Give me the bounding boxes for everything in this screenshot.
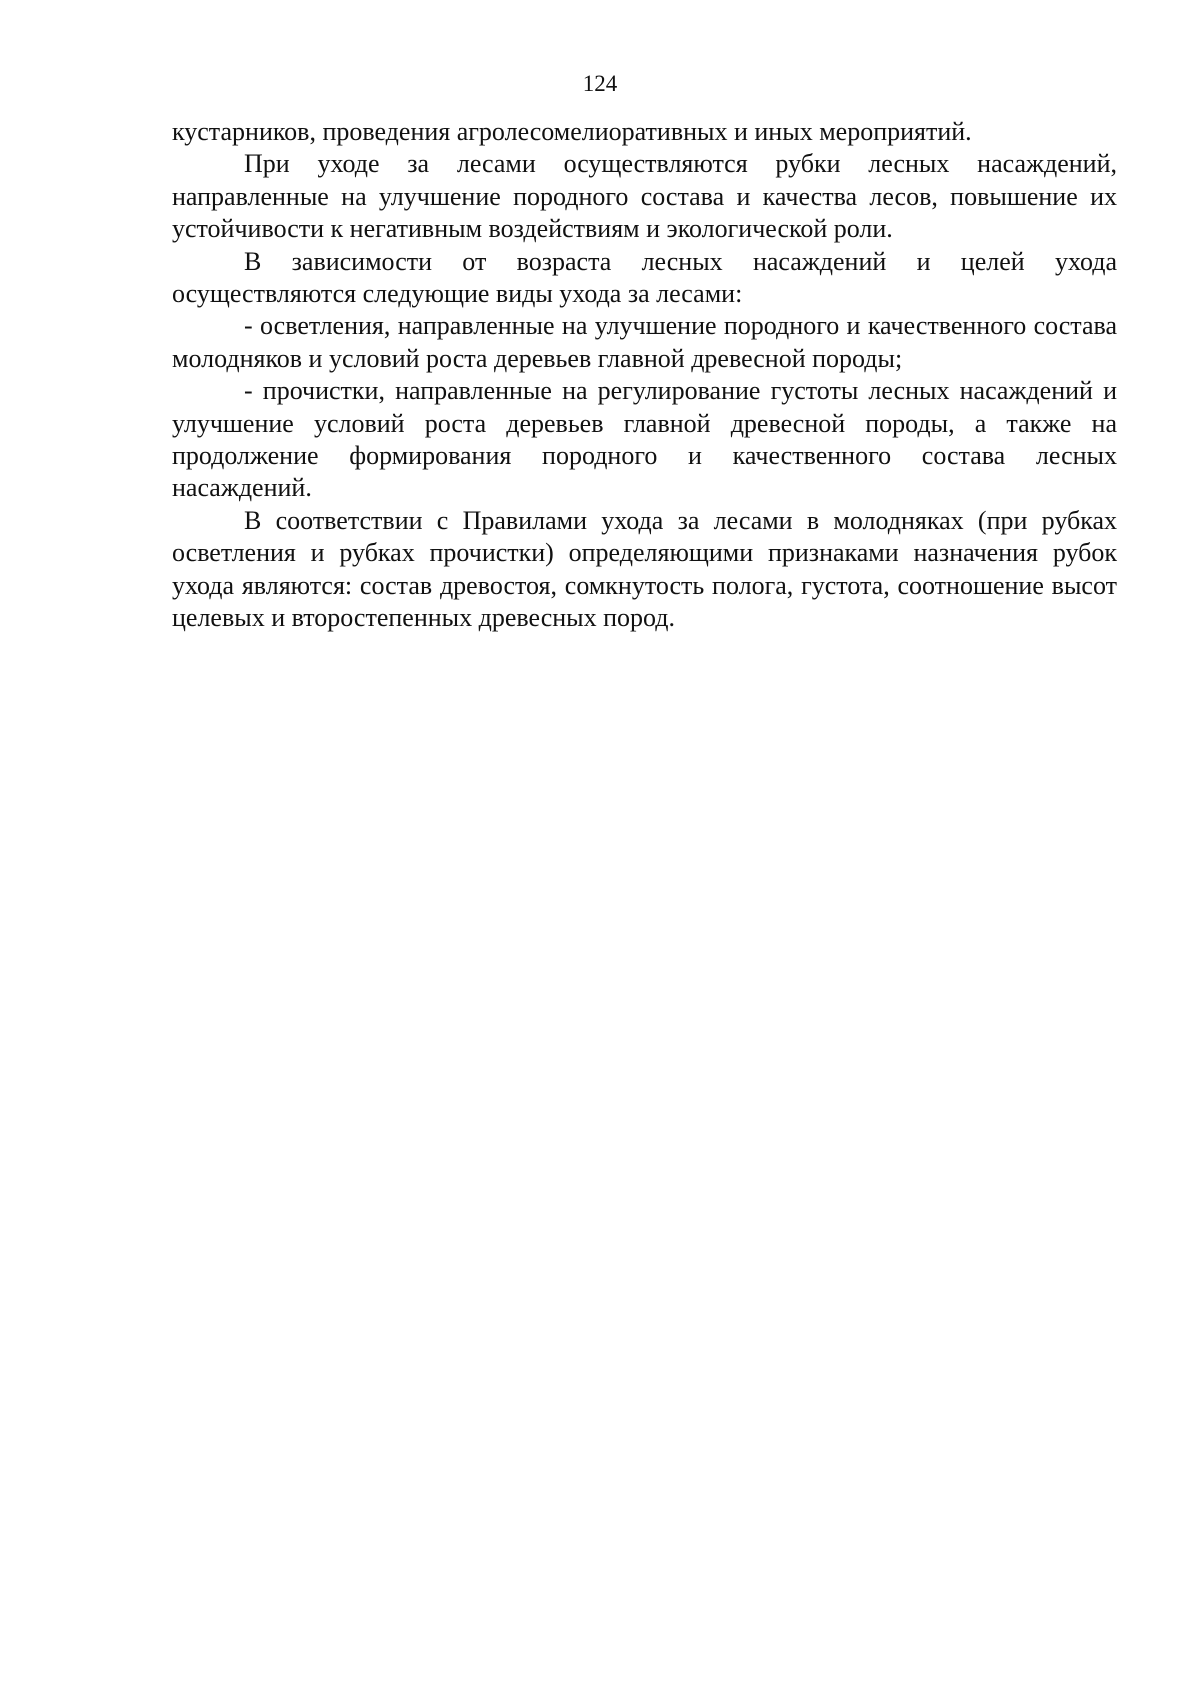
paragraph-care-types-intro: В зависимости от возраста лесных насаждений и целей ухода осуществляются следующие виды ухода за лесами:: [172, 246, 1117, 309]
page-number: 124: [582, 71, 618, 96]
list-item-thinning: - прочистки, направленные на регулирование густоты лесных насаждений и улучшение условий роста деревьев главной древесной породы, а также на продолжение формирования породного и качественного состава лесных насаждений.: [172, 376, 1117, 503]
list-item-clearing: - осветления, направленные на улучшение породного и качественного состава молодняков и условий роста деревьев главной древесной породы;: [172, 311, 1117, 373]
paragraph-care-rules: В соответствии с Правилами ухода за лесами в молодняках (при рубках осветления и рубках прочистки) определяющими признаками назначения рубок ухода являются: состав древостоя, сомкнутость полога, густота, соотношение высот целевых и второстепенных древесных пород.: [172, 505, 1117, 633]
paragraph-forest-care: При уходе за лесами осуществляются рубки лесных насаждений, направленные на улучшение породного состава и качества лесов, повышение их устойчивости к негативным воздействиям и экологической роли.: [172, 149, 1117, 244]
document-body: [172, 116, 1117, 635]
paragraph-continuation: кустарников, проведения агролесомелиоративных и иных мероприятий.: [172, 117, 972, 146]
